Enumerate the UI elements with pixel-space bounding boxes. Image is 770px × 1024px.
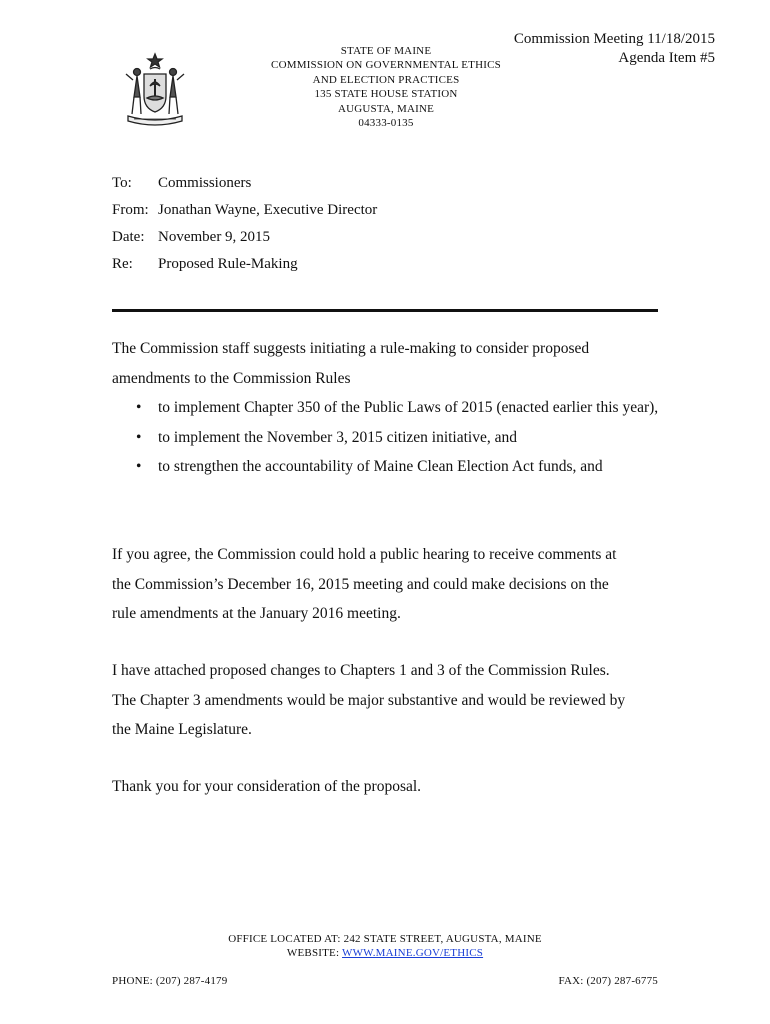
hearing-line: If you agree, the Commission could hold a public hearing to receive comments at xyxy=(112,546,617,563)
list-item-text: to implement the November 3, 2015 citizen initiative, and xyxy=(158,428,517,446)
memo-from-value: Jonathan Wayne, Executive Director xyxy=(158,202,378,218)
intro-paragraph xyxy=(112,334,660,393)
header-divider xyxy=(112,309,658,312)
agenda-item: Agenda Item #5 xyxy=(618,50,715,66)
website-line xyxy=(160,946,610,960)
memo-to-value: Commissioners xyxy=(158,175,252,191)
bullet-icon: • xyxy=(136,458,142,475)
letterhead-zip: 04333-0135 xyxy=(358,117,414,130)
memo-from xyxy=(112,202,377,219)
list-item xyxy=(112,452,660,482)
letterhead-practices: AND ELECTION PRACTICES xyxy=(312,73,460,86)
letterhead-state: STATE OF MAINE xyxy=(340,45,432,57)
letterhead-station: 135 STATE HOUSE STATION xyxy=(314,88,458,101)
footer-address xyxy=(160,932,610,960)
intro-line: amendments to the Commission Rules xyxy=(112,369,351,387)
attachment-line: I have attached proposed changes to Chapters 1 and 3 of the Commission Rules. xyxy=(112,662,610,679)
fax-number: FAX: (207) 287-6775 xyxy=(558,975,658,987)
attachment-line: the Maine Legislature. xyxy=(112,721,252,738)
intro-line: The Commission staff suggests initiating a rule-making to consider proposed xyxy=(112,340,590,357)
bullet-icon: • xyxy=(136,399,142,416)
memo-date-label: Date: xyxy=(112,229,145,245)
phone-number: PHONE: (207) 287-4179 xyxy=(112,975,228,987)
list-item-text: to implement Chapter 350 of the Public Laws of 2015 (enacted earlier this year), xyxy=(158,399,659,416)
attachment-paragraph xyxy=(112,656,660,745)
memo-date xyxy=(112,229,270,246)
website-link[interactable]: WWW.MAINE.GOV/ETHICS xyxy=(342,947,484,959)
state-seal-icon xyxy=(120,52,190,128)
meeting-header xyxy=(514,30,715,68)
letterhead-commission: COMMISSION ON GOVERNMENTAL ETHICS xyxy=(271,59,501,72)
list-item-text: to strengthen the accountability of Maine Clean Election Act funds, and xyxy=(158,458,603,475)
memo-re-label: Re: xyxy=(112,256,133,272)
meeting-date: Commission Meeting 11/18/2015 xyxy=(513,31,715,47)
letterhead-city: AUGUSTA, MAINE xyxy=(337,102,435,115)
memo-to xyxy=(112,175,251,192)
amendment-list xyxy=(112,393,660,482)
hearing-paragraph xyxy=(112,540,660,629)
list-item xyxy=(112,423,660,453)
closing-paragraph: Thank you for your consideration of the proposal. xyxy=(112,778,422,795)
office-address: OFFICE LOCATED AT: 242 STATE STREET, AUGUSTA, MAINE xyxy=(228,933,542,945)
hearing-line: rule amendments at the January 2016 meeting. xyxy=(112,605,401,622)
memo-date-value: November 9, 2015 xyxy=(158,229,271,245)
memo-re xyxy=(112,256,298,273)
bullet-icon: • xyxy=(136,428,142,446)
memo-re-value: Proposed Rule-Making xyxy=(158,256,298,272)
memo-to-label: To: xyxy=(112,175,132,191)
website-label: WEBSITE: xyxy=(286,947,342,959)
list-item xyxy=(112,393,660,423)
memo-from-label: From: xyxy=(112,202,149,218)
letterhead xyxy=(256,44,516,130)
attachment-line: The Chapter 3 amendments would be major substantive and would be reviewed by xyxy=(112,691,626,709)
hearing-line: the Commission’s December 16, 2015 meeting and could make decisions on the xyxy=(112,575,609,593)
